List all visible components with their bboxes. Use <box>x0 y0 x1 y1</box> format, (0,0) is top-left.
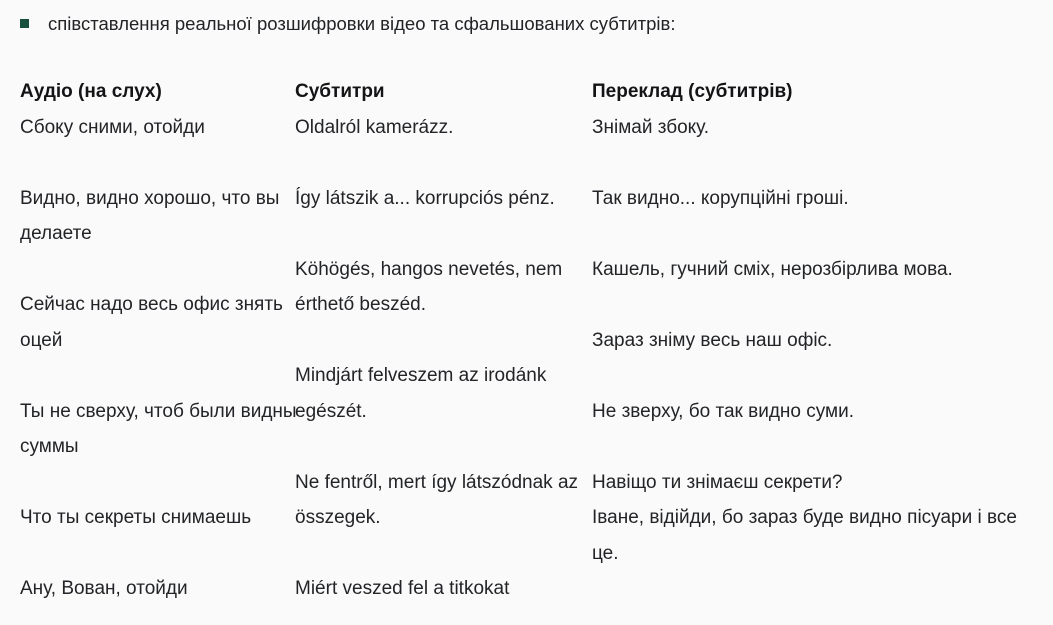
cell-line: Не зверху, бо так видно суми. <box>592 400 854 422</box>
cell-line: egészét. <box>295 400 367 422</box>
cell-line: Навіщо ти знімаєш секрети? <box>592 471 843 493</box>
column-header-audio: Аудіо (на слух) <box>20 81 162 102</box>
cell-line: Знімай збоку. <box>592 116 710 138</box>
column-header-translation: Переклад (субтитрів) <box>592 81 793 102</box>
cell-line: érthető beszéd. <box>295 294 426 315</box>
cell-line: Ты не сверху, чтоб были видны <box>20 400 297 422</box>
cell-line: це. <box>592 542 619 564</box>
cell-line: делаете <box>20 223 92 244</box>
bullet-item <box>20 12 675 35</box>
cell-line: Сбоку сними, отойди <box>20 116 205 138</box>
cell-line: Іване, відійди, бо зараз буде видно пісуари і все <box>592 507 1017 528</box>
cell-line: Ану, Вован, отойди <box>20 578 188 599</box>
cell-line: összegek. <box>295 507 381 528</box>
cell-line: Видно, видно хорошо, что вы <box>20 187 280 209</box>
cell-line: Сейчас надо весь офис знять <box>20 294 283 315</box>
bullet-text: співставлення реальної розшифровки відео та сфальшованих субтитрів: <box>48 13 676 34</box>
cell-line: суммы <box>20 436 79 457</box>
cell-line: Зараз зніму весь наш офіс. <box>592 329 833 351</box>
cell-line: Így látszik a... korrupciós pénz. <box>295 187 555 209</box>
cell-line: Köhögés, hangos nevetés, nem <box>295 258 563 280</box>
column-header-subtitles: Субтитри <box>295 81 385 102</box>
cell-line: Так видно... корупційні гроші. <box>592 187 849 209</box>
bullet-square-icon <box>20 19 29 28</box>
cell-line: Кашель, гучний сміх, нерозбірлива мова. <box>592 258 953 280</box>
cell-line: Ne fentről, mert így látszódnak az <box>295 471 579 493</box>
cell-line: Miért veszed fel a titkokat <box>295 578 510 599</box>
cell-line: Mindjárt felveszem az irodánk <box>295 365 547 386</box>
cell-line: оцей <box>20 329 63 351</box>
cell-line: Oldalról kamerázz. <box>295 116 454 138</box>
cell-line: Что ты секреты снимаешь <box>20 507 252 528</box>
